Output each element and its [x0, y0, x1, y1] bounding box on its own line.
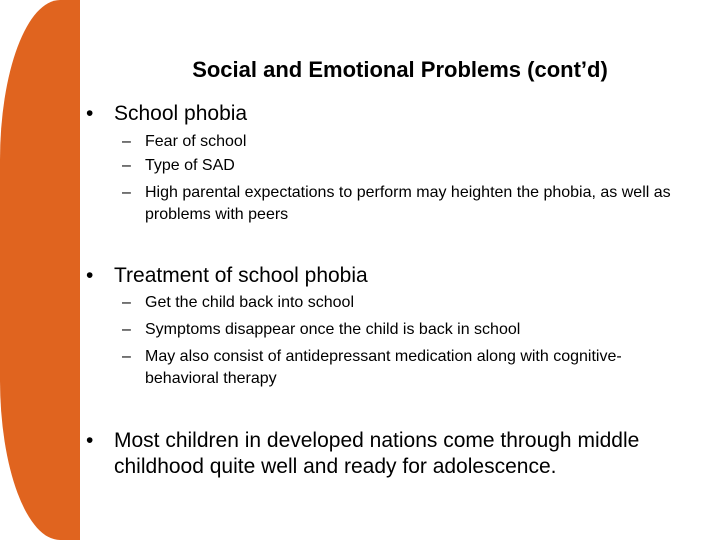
accent-bar-edge	[72, 0, 80, 540]
bullet-text: School phobia	[114, 102, 248, 125]
subitem-fear-of-school	[122, 131, 702, 153]
subitem-text: High parental expectations to perform may heighten the phobia, as well as problems with peers	[145, 184, 671, 223]
subitem-symptoms-disappear	[122, 319, 702, 341]
dash-mark: –	[122, 321, 131, 338]
bullet-treatment	[86, 263, 686, 289]
subitem-parental-expectations	[122, 182, 702, 226]
subitem-back-into-school	[122, 292, 702, 314]
bullet-most-children	[86, 428, 711, 480]
bullet-mark: •	[86, 429, 94, 452]
bullet-school-phobia	[86, 101, 686, 127]
subitem-text: Get the child back into school	[145, 294, 355, 311]
dash-mark: –	[122, 294, 131, 311]
bullet-text: Most children in developed nations come through middle childhood quite well and ready for adolescence.	[114, 429, 640, 478]
bullet-mark: •	[86, 102, 94, 125]
dash-mark: –	[122, 157, 131, 174]
dash-mark: –	[122, 184, 131, 201]
dash-mark: –	[122, 348, 131, 365]
subitem-text: Symptoms disappear once the child is back in school	[145, 321, 521, 338]
bullet-mark: •	[86, 264, 94, 287]
dash-mark: –	[122, 133, 131, 150]
subitem-text: Fear of school	[145, 133, 247, 150]
subitem-text: May also consist of antidepressant medication along with cognitive-behavioral therapy	[145, 348, 622, 387]
subitem-antidepressant	[122, 346, 672, 390]
slide-title: Social and Emotional Problems (cont’d)	[192, 57, 608, 82]
subitem-text: Type of SAD	[145, 157, 235, 174]
subitem-type-of-sad	[122, 155, 702, 177]
accent-bar	[0, 0, 80, 540]
bullet-text: Treatment of school phobia	[114, 264, 368, 287]
